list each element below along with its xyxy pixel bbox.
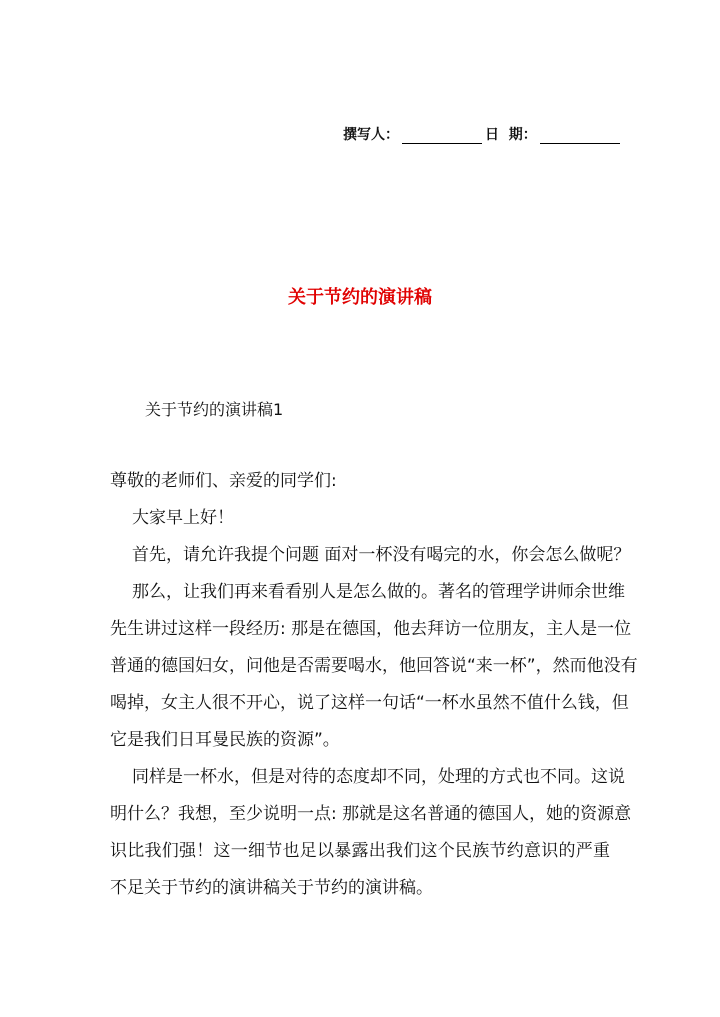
author-blank — [402, 127, 482, 144]
text-line: 同样是一杯水，但是对待的态度却不同，处理的方式也不同。这说 — [132, 767, 625, 787]
date-blank — [540, 127, 620, 144]
text-line: 大家早上好！ — [132, 508, 234, 528]
text-line: 喝掉，女主人很不开心，说了这样一句话“一杯水虽然不值什么钱，但 — [110, 693, 629, 713]
text-line: 首先，请允许我提个问题 面对一杯没有喝完的水，你会怎么做呢？ — [132, 545, 631, 565]
text-line: 明什么？我想，至少说明一点: 那就是这名普通的德国人，她的资源意 — [110, 804, 632, 824]
text-line: 尊敬的老师们、亲爱的同学们: — [110, 471, 337, 491]
text-line: 识比我们强！这一细节也足以暴露出我们这个民族节约意识的严重 — [110, 841, 610, 861]
text-line: 普通的德国妇女，问他是否需要喝水，他回答说“来一杯”，然而他没有 — [110, 656, 638, 676]
author-date-header — [343, 124, 623, 144]
author-label: 撰写人： — [343, 127, 399, 143]
text-line: 那么，让我们再来看看别人是怎么做的。著名的管理学讲师余世维 — [132, 582, 625, 602]
text-line: 不足关于节约的演讲稿关于节约的演讲稿。 — [110, 878, 433, 898]
date-label: 日 期： — [485, 127, 537, 143]
text-line: 它是我们日耳曼民族的资源”。 — [110, 730, 340, 750]
text-line: 先生讲过这样一段经历: 那是在德国，他去拜访一位朋友，主人是一位 — [110, 619, 632, 639]
document-title: 关于节约的演讲稿 — [288, 287, 432, 308]
document-body — [110, 468, 638, 912]
section-heading: 关于节约的演讲稿1 — [145, 400, 284, 419]
